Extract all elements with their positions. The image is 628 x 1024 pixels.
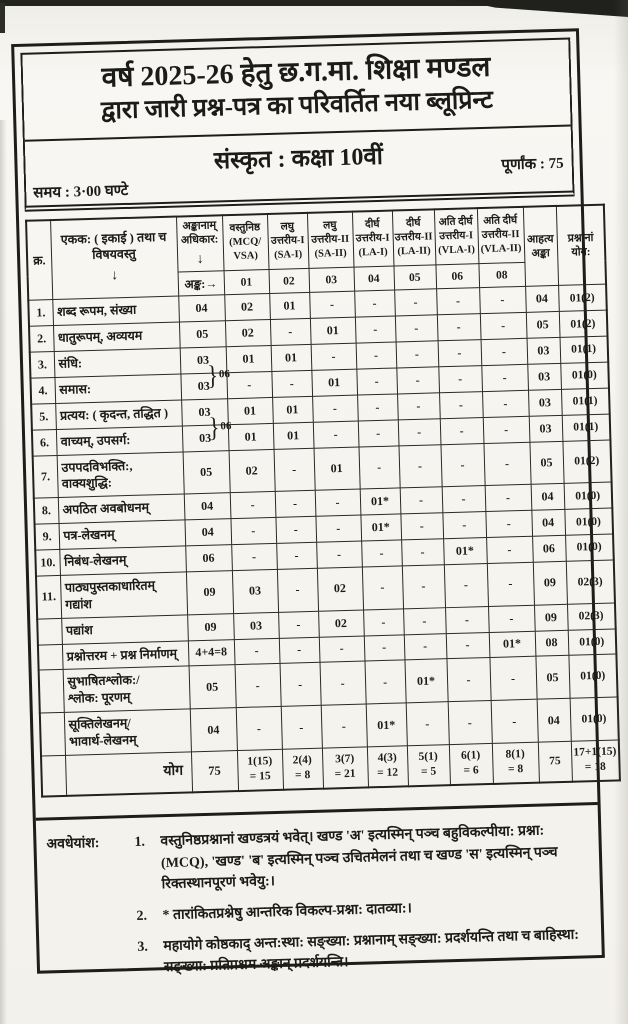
question-count-cell: - (320, 661, 366, 705)
question-count-cell: - (398, 444, 441, 488)
row-total-questions: 01(0) (568, 628, 617, 655)
subject-title: संस्कृत : कक्षा 10वीं (213, 143, 384, 174)
question-count-cell: - (354, 290, 395, 317)
question-count-cell: - (438, 340, 482, 367)
combined-weightage: } 06 (209, 416, 232, 439)
question-count-cell: - (226, 371, 272, 398)
row-serial: 2. (29, 326, 54, 353)
question-count-cell: - (236, 706, 282, 750)
note-item-number: 2. (136, 908, 148, 924)
question-count-cell: - (309, 291, 355, 318)
max-marks-label: पूर्णांक : 75 (501, 155, 564, 173)
header-box (20, 37, 574, 211)
question-count-cell: - (438, 366, 482, 393)
question-count-cell: - (445, 606, 489, 633)
question-count-cell: 02 (317, 567, 363, 611)
row-total-questions: 01(0) (565, 534, 614, 561)
row-total-questions: 01(0) (568, 654, 617, 698)
row-weightage: 75 (191, 750, 238, 792)
down-arrow-icon: ↓ (196, 251, 204, 268)
row-total-questions: 02(3) (566, 560, 615, 604)
row-weightage: 03 (180, 373, 227, 400)
question-count-cell: - (485, 485, 532, 512)
note-item-number: 1. (134, 834, 146, 850)
question-count-cell: 2(4) = 8 (282, 748, 323, 790)
notes-grid (46, 819, 594, 982)
question-count-cell: - (401, 539, 444, 566)
question-count-cell: - (487, 562, 534, 606)
question-count-cell: 4(3) = 12 (367, 746, 408, 788)
row-total-questions: 01(2) (562, 440, 611, 484)
row-unit-label: पत्र-लेखनम् (59, 520, 186, 549)
question-count-cell: - (356, 342, 397, 369)
question-count-cell: - (448, 701, 492, 745)
row-serial: 8. (34, 498, 59, 525)
row-total-marks: 04 (525, 286, 559, 313)
question-count-cell: - (404, 633, 447, 660)
row-total-marks: 09 (533, 561, 567, 605)
row-total-questions: 01(2) (558, 284, 607, 311)
question-count-cell: - (364, 634, 405, 661)
question-count-cell: - (234, 638, 280, 665)
question-count-cell: - (359, 445, 400, 489)
row-total-marks: 04 (531, 510, 565, 537)
down-arrow-icon: ↓ (110, 268, 119, 284)
row-serial: 6. (32, 429, 57, 456)
note-item-text: * तारांकितप्रश्नेषु आन्तरिक विकल्प-प्रश्ना: दातव्या:। (162, 901, 413, 924)
row-total-marks: 03 (528, 389, 562, 416)
question-count-cell: - (480, 313, 527, 340)
row-weightage: 03 } 06 (180, 347, 227, 374)
col-header-unit-text: एकक: ( इकाई ) तथा च विषयवस्तु (60, 229, 167, 263)
row-total-marks: 08 (535, 630, 569, 657)
marks-per-question: 01 (224, 270, 270, 295)
question-count-cell: 01 (228, 423, 274, 450)
row-weightage: 04 (184, 519, 231, 546)
col-header-objective: वस्तुनिष्ठ (MCQ/ VSA) (222, 214, 269, 272)
question-count-cell: - (312, 395, 358, 422)
row-total-marks: 03 (529, 415, 563, 442)
question-count-cell: - (280, 663, 321, 707)
row-serial: 7. (33, 455, 58, 498)
row-total-marks: 04 (531, 484, 565, 511)
scan-artifact-corner-blob (458, 0, 628, 17)
question-count-cell: - (356, 368, 397, 395)
row-weightage: 09 (186, 571, 233, 615)
question-count-cell: - (363, 609, 404, 636)
row-serial: 10. (35, 549, 60, 576)
question-count-cell: - (491, 699, 538, 743)
question-count-cell: - (439, 391, 483, 418)
row-weightage: 05 (189, 665, 236, 709)
row-unit-label: धातुरूपम्, अव्ययम (53, 322, 180, 351)
question-count-cell: - (400, 513, 443, 540)
row-unit-label: समास: (54, 374, 181, 403)
row-unit-label: प्रश्नोत्तरम + प्रश्न निर्माणम् (62, 640, 189, 669)
question-count-cell: - (315, 515, 361, 542)
notes-spacer (49, 937, 138, 983)
question-count-cell: - (230, 492, 276, 519)
question-count-cell: - (279, 637, 320, 664)
question-count-cell: - (362, 566, 403, 610)
note-item-text: महायोगे कोष्ठकाद् अन्त:स्था: सङ्ख्या: प्रश्नानाम् सङ्ख्या: प्रदर्शयन्ति तथा च बाहिस्था: सङ्ख्या: प्रतिप्रश्नम अङ्कान् प्रदर्शयन्ति। (163, 927, 580, 976)
row-unit-label: प्रत्यय: ( कृदन्त, तद्धित ) (55, 400, 182, 429)
question-count-cell: 01* (404, 659, 447, 703)
row-total-questions: 01(0) (564, 482, 613, 509)
col-header-la1: दीर्घ उत्तरीय-I (LA-I) (352, 210, 394, 267)
row-weightage: 03 } 06 (181, 398, 228, 425)
marks-per-question: 04 (353, 266, 394, 291)
row-total-questions: 01(1) (561, 388, 610, 415)
row-total-questions: 01(1) (562, 414, 611, 441)
question-count-cell: - (274, 448, 315, 492)
question-count-cell: - (355, 316, 396, 343)
question-count-cell: - (446, 632, 490, 659)
scan-artifact-left-mark (0, 3, 5, 33)
marks-per-question: 05 (393, 265, 436, 290)
row-total-questions: 01(1) (560, 336, 609, 363)
question-count-cell: - (396, 367, 439, 394)
question-count-cell: 01 (273, 422, 314, 449)
question-count-cell: 01 (314, 447, 360, 491)
marks-per-question: 02 (269, 269, 310, 294)
col-header-weightage (176, 215, 224, 273)
row-total-questions: 01(0) (560, 362, 609, 389)
row-unit-label: योग (65, 752, 192, 796)
row-unit-label: सुभाषितश्लोक:/ श्लोक: पूरणम् (63, 666, 190, 712)
question-count-cell: 01 (310, 317, 356, 344)
question-count-cell: - (440, 443, 484, 487)
row-total-marks: 09 (534, 604, 568, 631)
question-count-cell: - (278, 611, 319, 638)
row-serial (41, 755, 66, 796)
question-count-cell: - (482, 390, 529, 417)
question-count-cell: - (361, 540, 402, 567)
question-count-cell: 5(1) = 5 (407, 745, 450, 787)
question-count-cell: - (479, 287, 526, 314)
question-count-cell: - (442, 512, 486, 539)
col-header-total-questions: प्रश्नानां योग: (556, 204, 606, 286)
question-count-cell: - (403, 607, 446, 634)
row-unit-label: शब्द रूपम, संख्या (52, 296, 179, 325)
row-weightage: 06 (185, 545, 232, 572)
marks-per-question: 08 (478, 263, 525, 288)
question-count-cell: 02 (225, 320, 271, 347)
question-count-cell: - (446, 658, 490, 702)
row-weightage: 04 (190, 708, 237, 752)
question-count-cell: 01* (366, 703, 407, 747)
row-weightage: 09 (187, 613, 234, 640)
question-count-cell: - (483, 442, 530, 486)
question-count-cell: 01 (311, 369, 357, 396)
question-count-cell: 1(15) = 15 (237, 749, 283, 791)
notes-spacer (48, 906, 137, 930)
row-total-marks: 03 (527, 337, 561, 364)
row-weightage: 04 (178, 295, 225, 322)
note-item-number: 3. (137, 939, 149, 955)
col-header-total-marks: आहत्य अङ्का (523, 205, 558, 286)
row-unit-label: पद्यांश (61, 615, 188, 644)
question-count-cell: - (357, 394, 398, 421)
notes-label: अवधेयांश: (46, 835, 100, 853)
question-count-cell: - (270, 319, 311, 346)
question-count-cell: - (481, 338, 528, 365)
question-count-cell: - (275, 516, 316, 543)
col-header-sa2: लघु उत्तरीय-II (SA-II) (307, 211, 354, 269)
row-weightage: 4+4=8 (188, 639, 235, 666)
row-total-marks: 05 (526, 312, 560, 339)
question-count-cell: - (483, 416, 530, 443)
question-count-cell: - (398, 418, 441, 445)
row-serial: 3. (30, 352, 55, 379)
question-count-cell: - (442, 486, 486, 513)
question-count-cell: - (319, 636, 365, 663)
col-header-serial: क्र. (26, 220, 52, 301)
blueprint-table (25, 203, 621, 797)
question-count-cell: 01 (269, 293, 310, 320)
row-serial (37, 618, 62, 645)
marks-per-question: 06 (435, 264, 479, 289)
row-weightage: 05 (179, 321, 226, 348)
row-total-marks: 05 (529, 441, 563, 485)
question-count-cell: 02 (229, 449, 275, 493)
question-count-cell: - (321, 704, 367, 748)
question-count-cell: 01 (271, 344, 312, 371)
question-count-cell: - (311, 343, 357, 370)
question-count-cell: 02 (318, 610, 364, 637)
question-count-cell: - (488, 605, 535, 632)
question-count-cell: - (271, 370, 312, 397)
question-count-cell: - (281, 705, 322, 749)
question-count-cell: 01* (489, 631, 536, 658)
row-total-questions: 02(3) (567, 603, 616, 630)
row-serial: 5. (31, 403, 56, 430)
question-count-cell: - (406, 702, 449, 746)
row-total-marks: 03 (527, 363, 561, 390)
row-unit-label: वाच्यम्, उपसर्ग: (56, 426, 183, 455)
question-count-cell: - (397, 393, 440, 420)
question-count-cell: 8(1) = 8 (492, 742, 539, 784)
page-title-line2: द्वारा जारी प्रश्न-पत्र का परिवर्तित नया ब्लूप्रिन्ट (100, 86, 494, 125)
page-title (22, 40, 570, 142)
page-frame (11, 28, 617, 976)
row-total-marks: 75 (538, 741, 572, 782)
note-item-text: वस्तुनिष्ठप्रश्नानां खण्डत्रयं भवेत्। खण्ड 'अ' इत्यस्मिन् पञ्च बहुविकल्पीया: प्रश्ना: (MCQ), 'खण्ड' 'ब' इत्यस्मिन् पञ्च उचितमेलनं तथा च खण्ड 'स' इत्यस्मिन् पञ्च रिक्तस्थानपूरणं भवेयु:। (160, 823, 558, 893)
question-count-cell: - (231, 543, 277, 570)
combined-weightage: } 06 (207, 364, 230, 387)
question-count-cell: - (395, 315, 438, 342)
question-count-cell: - (316, 541, 362, 568)
question-count-cell: - (235, 664, 281, 708)
col-header-vla1: अति दीर्घ उत्तरीय-I (VLA-I) (434, 208, 479, 265)
row-weightage: 05 (183, 450, 230, 494)
notes-box (36, 802, 603, 989)
question-count-cell: - (486, 536, 533, 563)
col-header-sa1: लघु उत्तरीय-I (SA-I) (267, 212, 309, 269)
table-body (28, 284, 620, 796)
row-total-questions: 01(0) (564, 508, 613, 535)
row-serial (38, 644, 63, 671)
question-count-cell: - (402, 565, 445, 609)
question-count-cell: - (230, 518, 276, 545)
question-count-cell: - (277, 568, 318, 612)
question-count-cell: - (275, 491, 316, 518)
question-count-cell: - (436, 288, 480, 315)
row-unit-label: पाठ्यपुस्तकाधारितम् गद्यांश (60, 572, 187, 618)
row-total-marks: 04 (537, 698, 571, 742)
marks-row-label: अङ्क:→ (178, 271, 225, 296)
row-serial: 4. (30, 377, 55, 404)
time-allowed-label: समय : 3·00 घण्टे (33, 182, 129, 202)
question-count-cell: - (437, 314, 481, 341)
row-weightage: 04 (184, 493, 231, 520)
col-header-weightage-text: अङ्कानाम् अधिकार: (180, 218, 219, 247)
question-count-cell: - (489, 657, 536, 701)
question-count-cell: - (481, 364, 528, 391)
row-total-questions: 01(2) (559, 310, 608, 337)
question-count-cell: - (365, 660, 406, 704)
row-unit-label: उपपदविभक्ति:, वाक्यशुद्धि: (57, 452, 184, 498)
question-count-cell: 6(1) = 6 (449, 743, 493, 785)
row-unit-label: अपठित अवबोधनम् (58, 494, 185, 523)
row-unit-label: संधि: (54, 348, 181, 377)
question-count-cell: - (400, 487, 443, 514)
col-header-unit (50, 216, 178, 300)
row-total-marks: 06 (532, 535, 566, 562)
marks-per-question: 03 (309, 267, 355, 292)
row-serial: 9. (35, 524, 60, 551)
question-count-cell: 03 (232, 569, 278, 613)
question-count-cell: 01 (226, 346, 272, 373)
row-total-questions: 17+1(15) = 18 (571, 740, 620, 782)
question-count-cell: - (276, 542, 317, 569)
col-header-vla2: अति दीर्घ उत्तरीय-II (VLA-II) (477, 206, 525, 264)
row-serial (40, 713, 65, 756)
row-weightage: 03 (182, 424, 229, 451)
row-serial: 1. (28, 300, 53, 327)
row-total-questions: 01(0) (570, 697, 619, 741)
col-header-la2: दीर्घ उत्तरीय-II (LA-II) (392, 209, 436, 266)
row-serial (39, 670, 64, 713)
row-total-marks: 05 (535, 656, 569, 700)
question-count-cell: 01* (360, 488, 401, 515)
question-count-cell: 01 (227, 397, 273, 424)
question-count-cell: - (313, 421, 359, 448)
question-count-cell: - (394, 289, 437, 316)
question-count-cell: - (358, 420, 399, 447)
question-count-cell: 01 (272, 396, 313, 423)
row-serial: 11. (36, 575, 61, 618)
question-count-cell: - (440, 417, 484, 444)
question-count-cell: 01* (443, 538, 487, 565)
question-count-cell: - (444, 563, 488, 607)
row-unit-label: निबंध-लेखनम् (59, 546, 186, 575)
question-count-cell: - (485, 510, 532, 537)
question-count-cell: 02 (224, 294, 270, 321)
question-count-cell: 03 (233, 612, 279, 639)
question-count-cell: - (315, 489, 361, 516)
question-count-cell: - (396, 341, 439, 368)
row-unit-label: सूक्तिलेखनम्/ भावार्थ-लेखनम् (64, 709, 191, 755)
question-count-cell: 01* (360, 514, 401, 541)
question-count-cell: 3(7) = 21 (322, 747, 368, 789)
page-title-line1: वर्ष 2025-26 हेतु छ.ग.मा. शिक्षा मण्डल (101, 51, 491, 94)
